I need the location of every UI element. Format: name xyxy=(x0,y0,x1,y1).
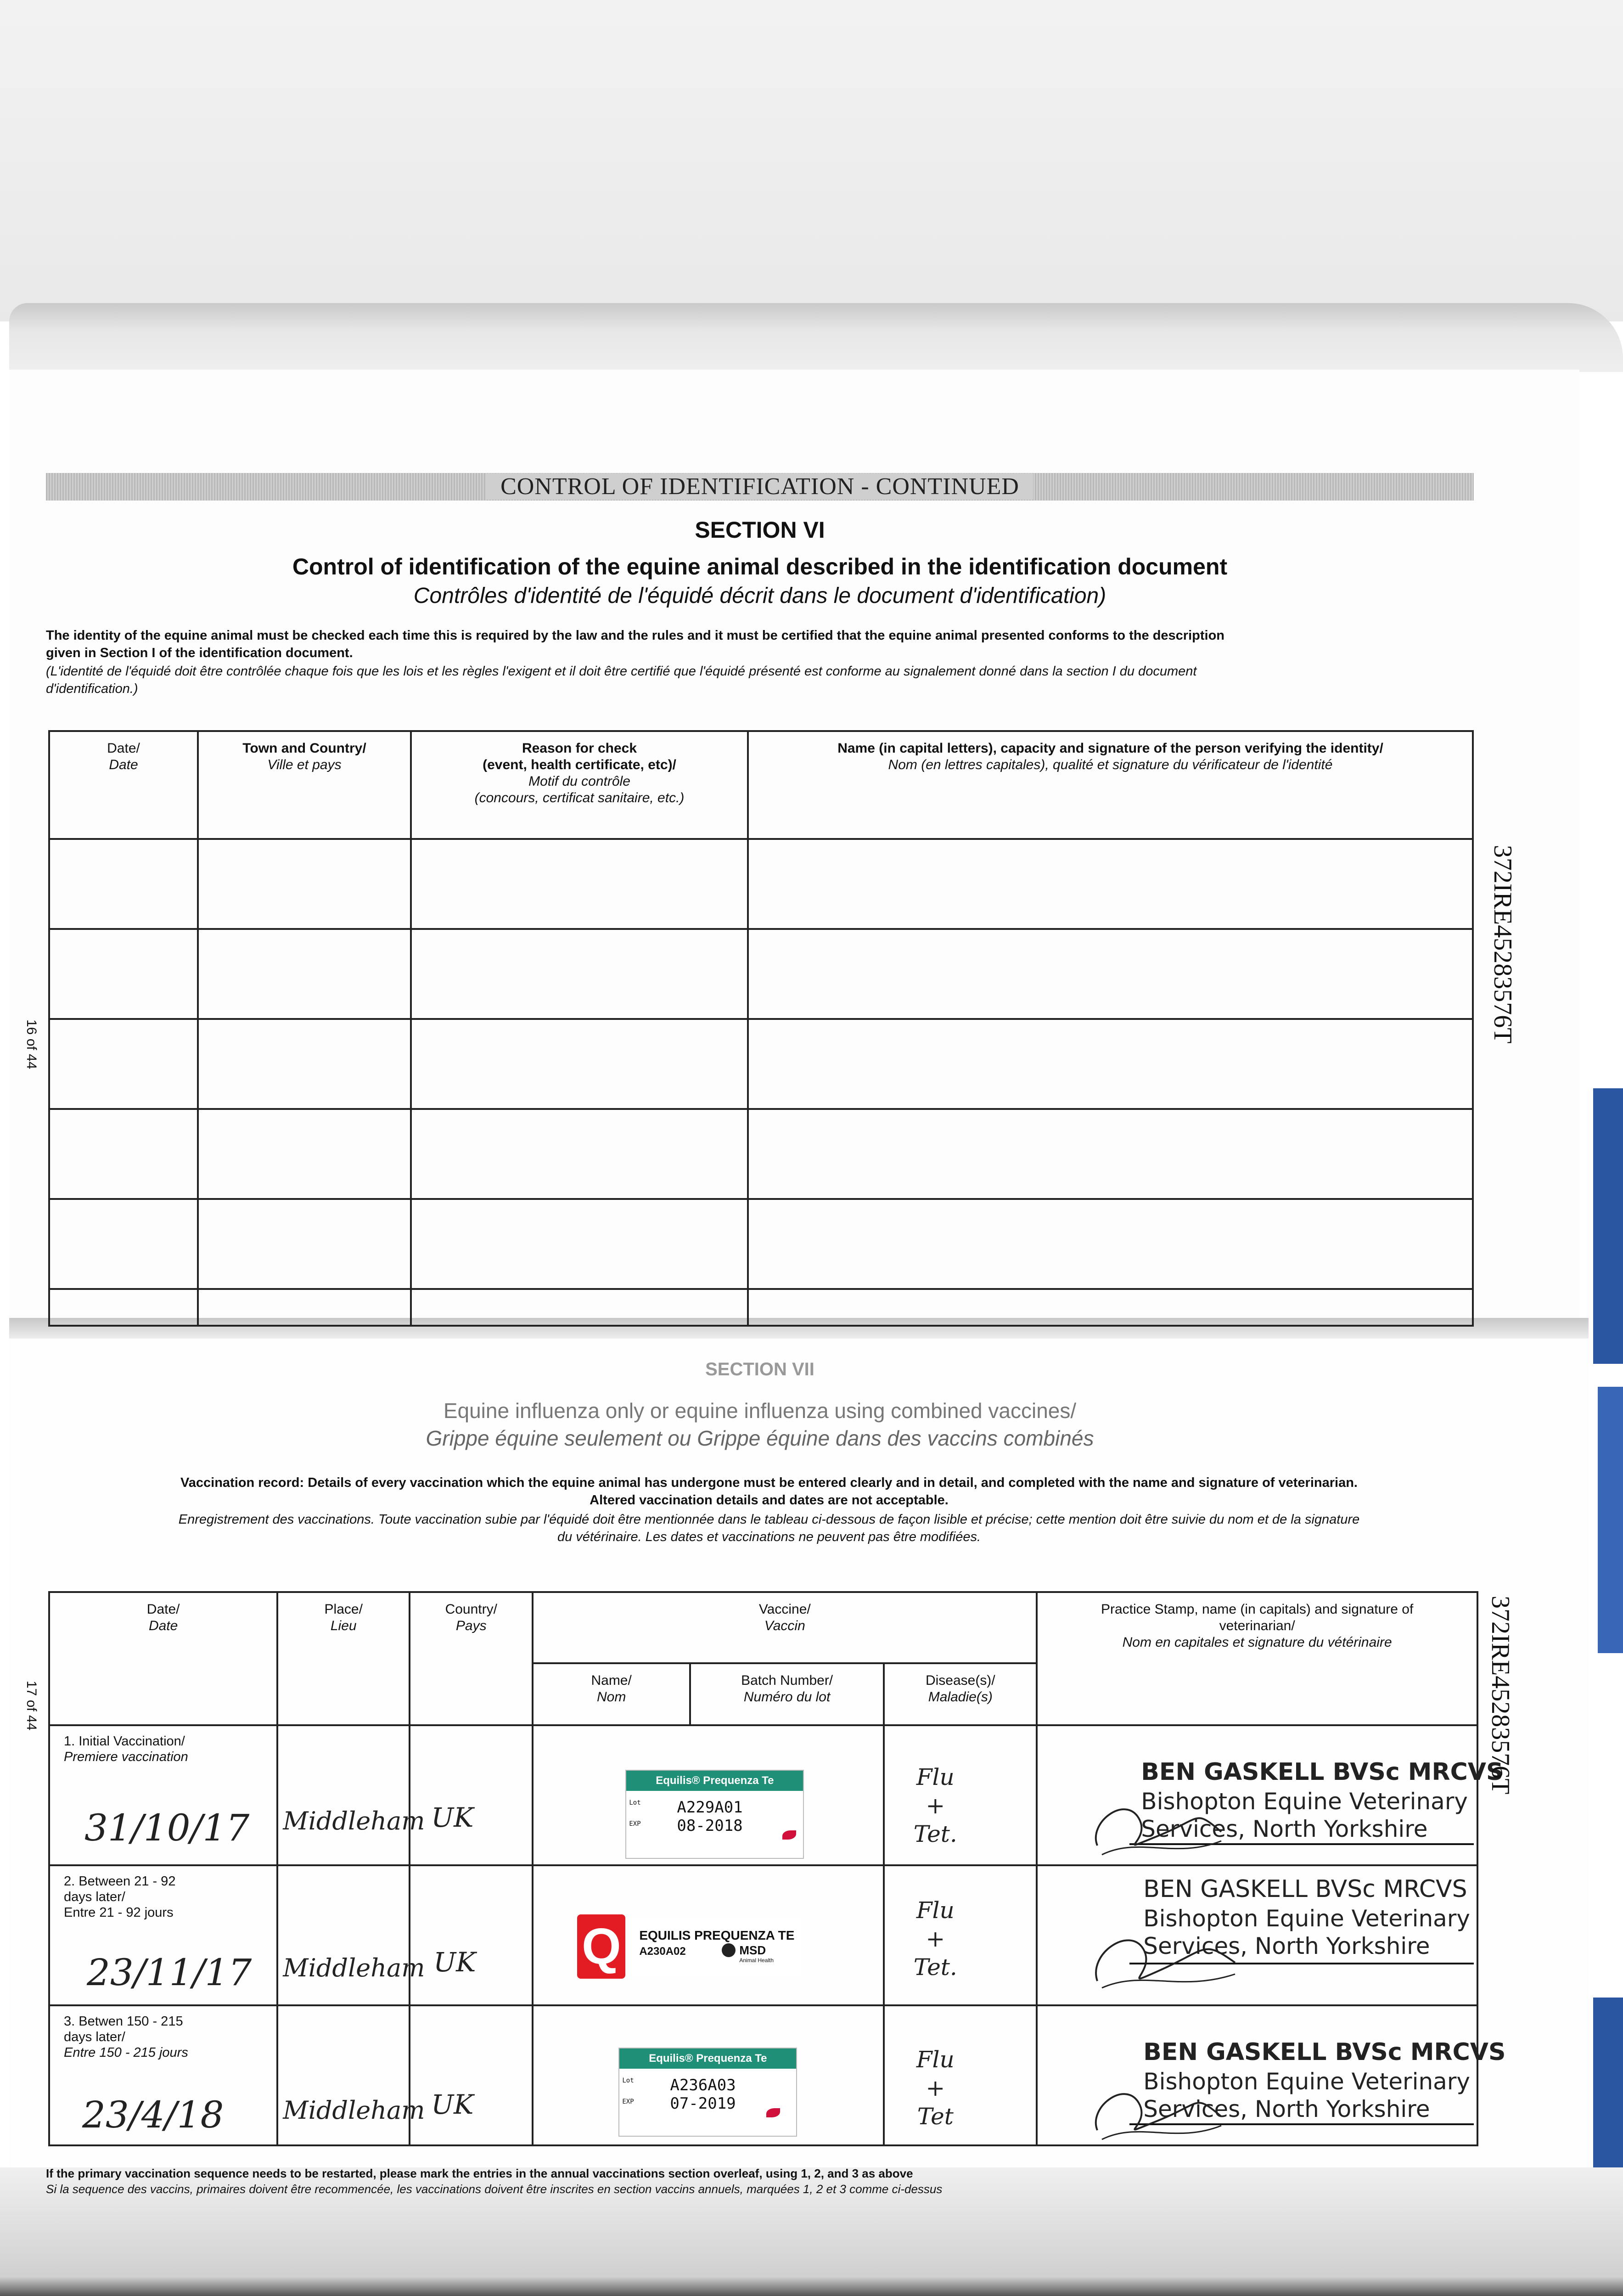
handwritten-place: Middleham xyxy=(283,1806,425,1835)
header-text-fr: Date xyxy=(109,757,138,772)
header-text: Place/ xyxy=(324,1602,363,1617)
table-row xyxy=(49,1109,1473,1199)
row-label-fr: Premiere vaccination xyxy=(64,1750,188,1764)
handwritten-disease xyxy=(903,2045,967,2131)
cover-tab xyxy=(1593,1998,1623,2167)
vet-stamp-cell xyxy=(1037,1725,1504,1865)
exp-label: EXP xyxy=(629,1820,641,1828)
batch-number: A230A02 xyxy=(639,1945,686,1958)
vaccination-row xyxy=(49,2005,1477,2145)
header-text-fr: Nom en capitales et signature du vétérinaire xyxy=(1122,1635,1392,1650)
notice-line: Altered vaccination details and dates are not acceptable. xyxy=(590,1493,949,1508)
row-label: 2. Between 21 - 92 xyxy=(64,1874,176,1889)
table-cell[interactable] xyxy=(748,839,1473,929)
vaccine-sticker-cell xyxy=(533,1725,884,1865)
vaccine-sticker xyxy=(618,2048,797,2137)
msd-logo-icon xyxy=(722,1943,736,1957)
vaccination-row xyxy=(49,1725,1477,1865)
handwritten-country: UK xyxy=(431,2089,474,2120)
vaccine-sticker-cell xyxy=(533,1865,884,2005)
vet-signature xyxy=(1084,1894,1249,1995)
table-cell[interactable] xyxy=(748,1109,1473,1199)
header-text: Date/ xyxy=(146,1602,180,1617)
header-text: Date/ xyxy=(107,741,140,756)
header-batch xyxy=(690,1663,884,1725)
vet-stamp-practice: Bishopton Equine Veterinary xyxy=(1143,2068,1470,2095)
row-disease-cell xyxy=(884,1725,1037,1865)
table-cell[interactable] xyxy=(411,1109,748,1199)
row-country-cell xyxy=(410,1725,533,1865)
exp-label: EXP xyxy=(622,2098,634,2105)
table-cell[interactable] xyxy=(411,1289,748,1326)
header-date xyxy=(49,1592,277,1725)
row-country-cell xyxy=(410,2005,533,2145)
vaccine-sticker xyxy=(625,1770,804,1859)
msd-animal-health: Animal Health xyxy=(739,1957,774,1964)
vet-stamp-location: Services, North Yorkshire xyxy=(1143,2096,1430,2122)
header-reason xyxy=(411,731,748,839)
handwritten-place: Middleham xyxy=(283,1953,425,1982)
intro-en-line: The identity of the equine animal must be checked each time this is required by the law and the rules and it must be certified that the equine animal presented conforms to the description xyxy=(46,628,1225,643)
header-text-fr: Maladie(s) xyxy=(928,1689,993,1705)
row-date-cell xyxy=(49,1865,277,2005)
handwritten-date: 23/4/18 xyxy=(82,2093,224,2136)
header-text-fr: Lieu xyxy=(330,1618,357,1633)
expiry-date: 07-2019 xyxy=(670,2094,736,2113)
vet-stamp-location: Services, North Yorkshire xyxy=(1143,1933,1430,1959)
row-date-cell xyxy=(49,2005,277,2145)
disease-text: + xyxy=(926,1792,945,1819)
table-header-row xyxy=(49,1592,1477,1663)
sticker-title: Equilis® Prequenza Te xyxy=(619,2048,796,2069)
identity-check-table xyxy=(48,730,1474,1327)
table-header-row xyxy=(49,731,1473,839)
disease-text: Tet. xyxy=(913,1821,957,1847)
intro-fr-line: (L'identité de l'équidé doit être contrôlée chaque fois que les lois et les règles l'exigent et il doit être certifié que l'équidé présenté est conforme au signalement donné dans la section I du document xyxy=(46,664,1197,679)
sticker-mark xyxy=(782,1830,796,1840)
passport-cover-edge xyxy=(9,303,1623,372)
vaccine-sticker-cell xyxy=(533,2005,884,2145)
table-cell[interactable] xyxy=(411,929,748,1019)
disease-text: + xyxy=(926,2075,945,2101)
table-cell[interactable] xyxy=(49,1019,198,1109)
row-label: days later/ xyxy=(64,1890,125,1904)
vaccine-sticker xyxy=(625,1917,800,1976)
table-row xyxy=(49,1019,1473,1109)
section-6-title: SECTION VI xyxy=(695,517,825,543)
section-6-intro xyxy=(46,627,1492,662)
header-text-fr: Pays xyxy=(455,1618,487,1633)
table-cell[interactable] xyxy=(748,1199,1473,1289)
disease-text: + xyxy=(926,1925,945,1952)
disease-text: Tet. xyxy=(913,1954,957,1981)
row-place-cell xyxy=(277,1865,425,2005)
row-disease-cell xyxy=(884,2005,1037,2145)
banner-text: CONTROL OF IDENTIFICATION - CONTINUED xyxy=(487,473,1033,500)
table-cell[interactable] xyxy=(49,1109,198,1199)
table-cell[interactable] xyxy=(411,1019,748,1109)
vet-stamp-name: BEN GASKELL BVSc MRCVS xyxy=(1141,1758,1504,1786)
header-disease xyxy=(884,1663,1037,1725)
cover-tab xyxy=(1598,1387,1623,1653)
table-cell[interactable] xyxy=(198,1199,411,1289)
header-country xyxy=(410,1592,533,1725)
vet-stamp-practice: Bishopton Equine Veterinary xyxy=(1141,1788,1468,1815)
sticker-title: EQUILIS PREQUENZA TE xyxy=(639,1928,795,1942)
header-vaccine-name xyxy=(533,1663,690,1725)
header-text: Vaccine/ xyxy=(758,1602,811,1617)
intro-fr-line: d'identification.) xyxy=(46,681,138,696)
header-text: Country/ xyxy=(445,1602,497,1617)
table-row xyxy=(49,839,1473,929)
table-cell[interactable] xyxy=(411,839,748,929)
table-cell[interactable] xyxy=(198,1019,411,1109)
table-cell[interactable] xyxy=(49,839,198,929)
vet-stamp-cell xyxy=(1037,1865,1477,2005)
header-place xyxy=(277,1592,410,1725)
disease-text: Flu xyxy=(916,2046,955,2073)
page-number: 16 of 44 xyxy=(24,1019,39,1069)
table-cell[interactable] xyxy=(198,929,411,1019)
header-town xyxy=(198,731,411,839)
row-label-fr: Entre 150 - 215 jours xyxy=(64,2045,188,2060)
msd-label: MSD xyxy=(739,1943,766,1957)
intro-en-line: given in Section I of the identification document. xyxy=(46,646,353,660)
section-7-subtitle-fr: Grippe équine seulement ou Grippe équine dans des vaccins combinés xyxy=(426,1426,1094,1450)
table-cell[interactable] xyxy=(411,1199,748,1289)
disease-text: Flu xyxy=(916,1764,955,1790)
disease-text: Tet xyxy=(917,2103,954,2130)
expiry-date: 08-2018 xyxy=(677,1817,743,1835)
header-text-fr: Ville et pays xyxy=(267,757,342,772)
disease-text: Flu xyxy=(916,1897,955,1924)
row-label: 3. Betwen 150 - 215 xyxy=(64,2014,183,2029)
section-banner-title xyxy=(46,473,1474,501)
header-date xyxy=(49,731,198,839)
notice-line: du vétérinaire. Les dates et vaccinations ne peuvent pas être modifiées. xyxy=(557,1530,981,1544)
vaccination-record-notice-fr xyxy=(46,1511,1492,1546)
scanner-background xyxy=(0,0,1623,321)
header-text-fr: Vaccin xyxy=(764,1618,805,1633)
header-practice-stamp xyxy=(1037,1592,1477,1725)
header-text: Practice Stamp, name (in capitals) and signature of xyxy=(1101,1602,1414,1617)
row-date-cell xyxy=(49,1725,277,1865)
handwritten-place: Middleham xyxy=(283,2096,425,2125)
table-cell[interactable] xyxy=(748,1289,1473,1326)
batch-number: A229A01 xyxy=(677,1798,743,1817)
q-logo-icon: Q xyxy=(577,1914,625,1979)
section-7-subtitle: Equine influenza only or equine influenza using combined vaccines/ xyxy=(443,1399,1077,1423)
table-cell[interactable] xyxy=(748,1019,1473,1109)
vet-stamp-practice: Bishopton Equine Veterinary xyxy=(1143,1905,1470,1932)
header-text: Town and Country/ xyxy=(242,741,366,756)
lot-label: Lot xyxy=(622,2077,634,2084)
header-text-fr: Nom xyxy=(596,1689,626,1705)
row-label-fr: Entre 21 - 92 jours xyxy=(64,1905,174,1920)
row-label: days later/ xyxy=(64,2030,125,2044)
header-text-fr: Numéro du lot xyxy=(743,1689,831,1705)
handwritten-date: 23/11/17 xyxy=(87,1951,252,1994)
section-6-intro-fr xyxy=(46,663,1492,698)
table-cell[interactable] xyxy=(748,929,1473,1019)
vet-stamp-cell xyxy=(1037,2005,1506,2145)
vet-stamp-name: BEN GASKELL BVSc MRCVS xyxy=(1143,2038,1506,2066)
passport-number: 372IRE45283576T xyxy=(1486,1596,1515,1795)
row-country-cell xyxy=(410,1865,533,2005)
table-row xyxy=(49,1289,1473,1326)
passport-number: 372IRE45283576T xyxy=(1488,845,1517,1044)
header-verifier xyxy=(748,731,1473,839)
table-cell[interactable] xyxy=(198,839,411,929)
handwritten-date: 31/10/17 xyxy=(84,1806,250,1849)
handwritten-country: UK xyxy=(431,1802,474,1833)
header-text-fr: Date xyxy=(148,1618,178,1633)
header-text: (event, health certificate, etc)/ xyxy=(483,757,676,772)
vaccination-row xyxy=(49,1865,1477,2005)
footer-note: If the primary vaccination sequence needs to be restarted, please mark the entries in the annual vaccinations section overleaf, using 1, 2, and 3 as above xyxy=(46,2167,913,2180)
lot-label: Lot xyxy=(629,1799,641,1806)
table-cell[interactable] xyxy=(49,1199,198,1289)
header-text: Batch Number/ xyxy=(741,1673,833,1688)
row-label: 1. Initial Vaccination/ xyxy=(64,1734,185,1749)
header-text: veterinarian/ xyxy=(1219,1618,1295,1633)
sticker-title: Equilis® Prequenza Te xyxy=(626,1771,803,1791)
page-number: 17 of 44 xyxy=(24,1681,39,1731)
table-cell[interactable] xyxy=(198,1289,411,1326)
table-row xyxy=(49,1199,1473,1289)
batch-number: A236A03 xyxy=(670,2076,736,2094)
header-text-fr: Nom (en lettres capitales), qualité et signature du vérificateur de l'identité xyxy=(888,757,1333,772)
header-text: Reason for check xyxy=(522,741,637,756)
sticker-mark xyxy=(766,2108,780,2117)
handwritten-country: UK xyxy=(433,1947,476,1978)
header-vaccine xyxy=(533,1592,1037,1663)
row-place-cell xyxy=(277,1725,425,1865)
section-7-title: SECTION VII xyxy=(705,1359,814,1379)
vet-signature xyxy=(1084,2052,1235,2144)
table-row xyxy=(49,929,1473,1019)
handwritten-disease xyxy=(903,1763,967,1848)
row-disease-cell xyxy=(884,1865,1037,2005)
vaccination-record-notice xyxy=(46,1474,1492,1509)
handwritten-disease xyxy=(903,1896,967,1981)
header-text-fr: (concours, certificat sanitaire, etc.) xyxy=(474,790,685,805)
section-6-subtitle-fr: Contrôles d'identité de l'équidé décrit dans le document d'identification) xyxy=(413,584,1106,608)
header-text: Name (in capital letters), capacity and signature of the person verifying the identity/ xyxy=(837,741,1383,756)
section-6-subtitle: Control of identification of the equine animal described in the identification document xyxy=(292,554,1228,580)
vet-signature xyxy=(1084,1767,1235,1859)
vet-stamp-location: Services, North Yorkshire xyxy=(1141,1816,1428,1842)
notice-line: Vaccination record: Details of every vaccination which the equine animal has undergone must be entered clearly and in detail, and completed with the name and signature of veterinarian. xyxy=(180,1475,1358,1490)
notice-line: Enregistrement des vaccinations. Toute vaccination subie par l'équidé doit être mentionnée dans le tableau ci-dessous de façon lisible et précise; cette mention doit être suivie du nom et de la signature xyxy=(178,1512,1360,1527)
header-text-fr: Motif du contrôle xyxy=(528,774,630,789)
vet-stamp-name: BEN GASKELL BVSc MRCVS xyxy=(1143,1875,1467,1903)
table-cell[interactable] xyxy=(49,929,198,1019)
table-cell[interactable] xyxy=(49,1289,198,1326)
row-place-cell xyxy=(277,2005,425,2145)
cover-tab xyxy=(1593,1088,1623,1364)
header-text: Name/ xyxy=(591,1673,632,1688)
table-cell[interactable] xyxy=(198,1109,411,1199)
header-text: Disease(s)/ xyxy=(925,1673,995,1688)
footer-note-fr: Si la sequence des vaccins, primaires doivent être recommencée, les vaccinations doivent être inscrites en section vaccins annuels, marquées 1, 2 et 3 comme ci-dessus xyxy=(46,2182,943,2196)
